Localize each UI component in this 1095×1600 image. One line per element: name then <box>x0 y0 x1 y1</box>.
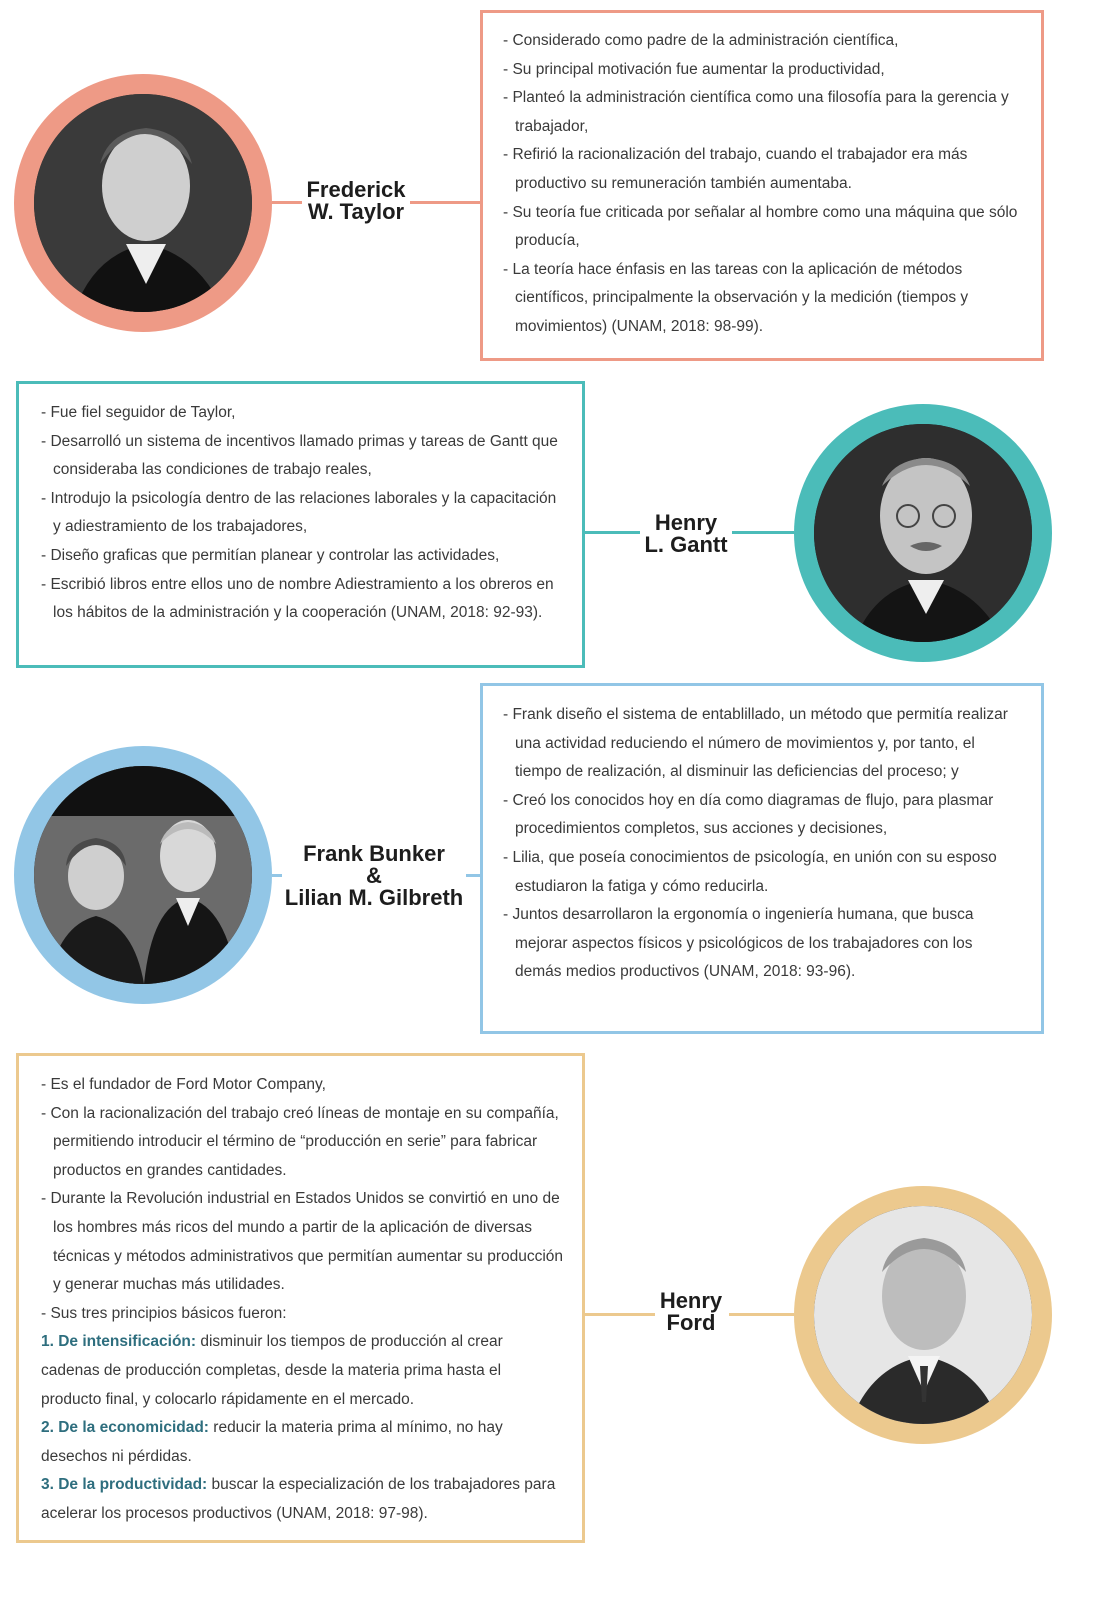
ford-points <box>41 1071 564 1529</box>
gilbreth-name-frank: Frank Bunker <box>303 841 445 866</box>
list-item: - Introdujo la psicología dentro de las relaciones laborales y la capacitación y adiestramiento de los trabajadores, <box>41 485 564 542</box>
taylor-info-box <box>480 10 1044 361</box>
list-item: - Escribió libros entre ellos uno de nombre Adiestramiento a los obreros en los hábitos de la administración y la cooperación (UNAM, 2018: 92-93). <box>41 571 564 628</box>
gilbreth-name-lilian: Lilian M. Gilbreth <box>284 885 464 910</box>
gilbreth-portrait <box>34 766 252 984</box>
ford-principle-3 <box>41 1471 564 1528</box>
list-item: - Con la racionalización del trabajo creó líneas de montaje en su compañía, permitiendo introducir el término de “producción en serie” para fabricar productos en grandes cantidades. <box>41 1100 564 1186</box>
taylor-connector <box>272 201 302 204</box>
list-item: - La teoría hace énfasis en las tareas con la aplicación de métodos científicos, principalmente la observación y la medición (tiempos y movimientos) (UNAM, 2018: 98-99). <box>503 256 1021 342</box>
gilbreth-name <box>274 843 474 909</box>
portrait-man-glasses-icon <box>814 424 1032 642</box>
gilbreth-info-box <box>480 683 1044 1034</box>
ford-principle-2-title: 2. De la economicidad: <box>41 1419 209 1437</box>
list-item: - Refirió la racionalización del trabajo, cuando el trabajador era más productivo su remuneración también aumentaba. <box>503 141 1021 198</box>
list-item: - Su principal motivación fue aumentar la productividad, <box>503 56 1021 85</box>
taylor-name <box>300 179 412 223</box>
list-item: - Fue fiel seguidor de Taylor, <box>41 399 564 428</box>
portrait-couple-icon <box>34 766 252 984</box>
list-item: - Durante la Revolución industrial en Estados Unidos se convirtió en uno de los hombres más ricos del mundo a partir de la aplicación de diversas técnicas y métodos administrativos que permitían aumentar su producción y generar muchas más utilidades. <box>41 1185 564 1299</box>
ford-principle-3-text: buscar la especialización de los trabajadores para acelerar los procesos productivos (UNAM, 2018: 97-98). <box>41 1476 556 1522</box>
gantt-name-first: Henry <box>654 510 718 535</box>
taylor-name-last: W. Taylor <box>307 199 405 224</box>
ford-principle-1-title: 1. De intensificación: <box>41 1333 197 1351</box>
list-item: - Creó los conocidos hoy en día como diagramas de flujo, para plasmar procedimientos completos, sus acciones y decisiones, <box>503 787 1021 844</box>
list-item: - Diseño graficas que permitían planear y controlar las actividades, <box>41 542 564 571</box>
ford-principle-1-text: disminuir los tiempos de producción al crear cadenas de producción completas, desde la materia prima hasta el producto final, y colocarlo rápidamente en el mercado. <box>41 1333 503 1408</box>
list-item: - Juntos desarrollaron la ergonomía o ingeniería humana, que busca mejorar aspectos físicos y psicológicos de los trabajadores con los demás medios productivos (UNAM, 2018: 93-96). <box>503 901 1021 987</box>
portrait-man-icon <box>34 94 252 312</box>
taylor-points <box>503 27 1021 342</box>
taylor-connector-right <box>410 201 480 204</box>
ford-name-first: Henry <box>659 1288 723 1313</box>
ford-name-last: Ford <box>666 1310 716 1335</box>
gantt-info-box <box>16 381 585 668</box>
gantt-connector-right <box>732 531 794 534</box>
ford-principle-3-title: 3. De la productividad: <box>41 1476 208 1494</box>
ford-name <box>652 1290 730 1334</box>
ford-connector-right <box>729 1313 794 1316</box>
ford-info-box <box>16 1053 585 1543</box>
gantt-connector-left <box>585 531 640 534</box>
ford-principle-1 <box>41 1328 564 1414</box>
list-item: - Lilia, que poseía conocimientos de psicología, en unión con su esposo estudiaron la fatiga y cómo reducirla. <box>503 844 1021 901</box>
list-item: - Frank diseño el sistema de entablillado, un método que permitía realizar una actividad reduciendo el número de movimientos y, por tanto, el tiempo de realización, al disminuir las deficiencias del proceso; y <box>503 701 1021 787</box>
portrait-man-icon <box>814 1206 1032 1424</box>
list-item: - Desarrolló un sistema de incentivos llamado primas y tareas de Gantt que consideraba las condiciones de trabajo reales, <box>41 428 564 485</box>
gilbreth-name-amp: & <box>366 863 382 888</box>
gantt-points <box>41 399 564 628</box>
gantt-name-last: L. Gantt <box>644 532 728 557</box>
list-item: - Sus tres principios básicos fueron: <box>41 1300 564 1329</box>
gilbreth-points <box>503 701 1021 987</box>
ford-principle-2 <box>41 1414 564 1471</box>
list-item: - Planteó la administración científica como una filosofía para la gerencia y trabajador, <box>503 84 1021 141</box>
list-item: - Su teoría fue criticada por señalar al hombre como una máquina que sólo producía, <box>503 199 1021 256</box>
list-item: - Considerado como padre de la administración científica, <box>503 27 1021 56</box>
gantt-name <box>638 512 734 556</box>
taylor-name-first: Frederick <box>306 177 406 202</box>
taylor-portrait <box>34 94 252 312</box>
ford-principle-2-text: reducir la materia prima al mínimo, no hay desechos ni pérdidas. <box>41 1419 503 1465</box>
gantt-portrait <box>814 424 1032 642</box>
ford-portrait <box>814 1206 1032 1424</box>
list-item: - Es el fundador de Ford Motor Company, <box>41 1071 564 1100</box>
ford-connector-left <box>585 1313 655 1316</box>
